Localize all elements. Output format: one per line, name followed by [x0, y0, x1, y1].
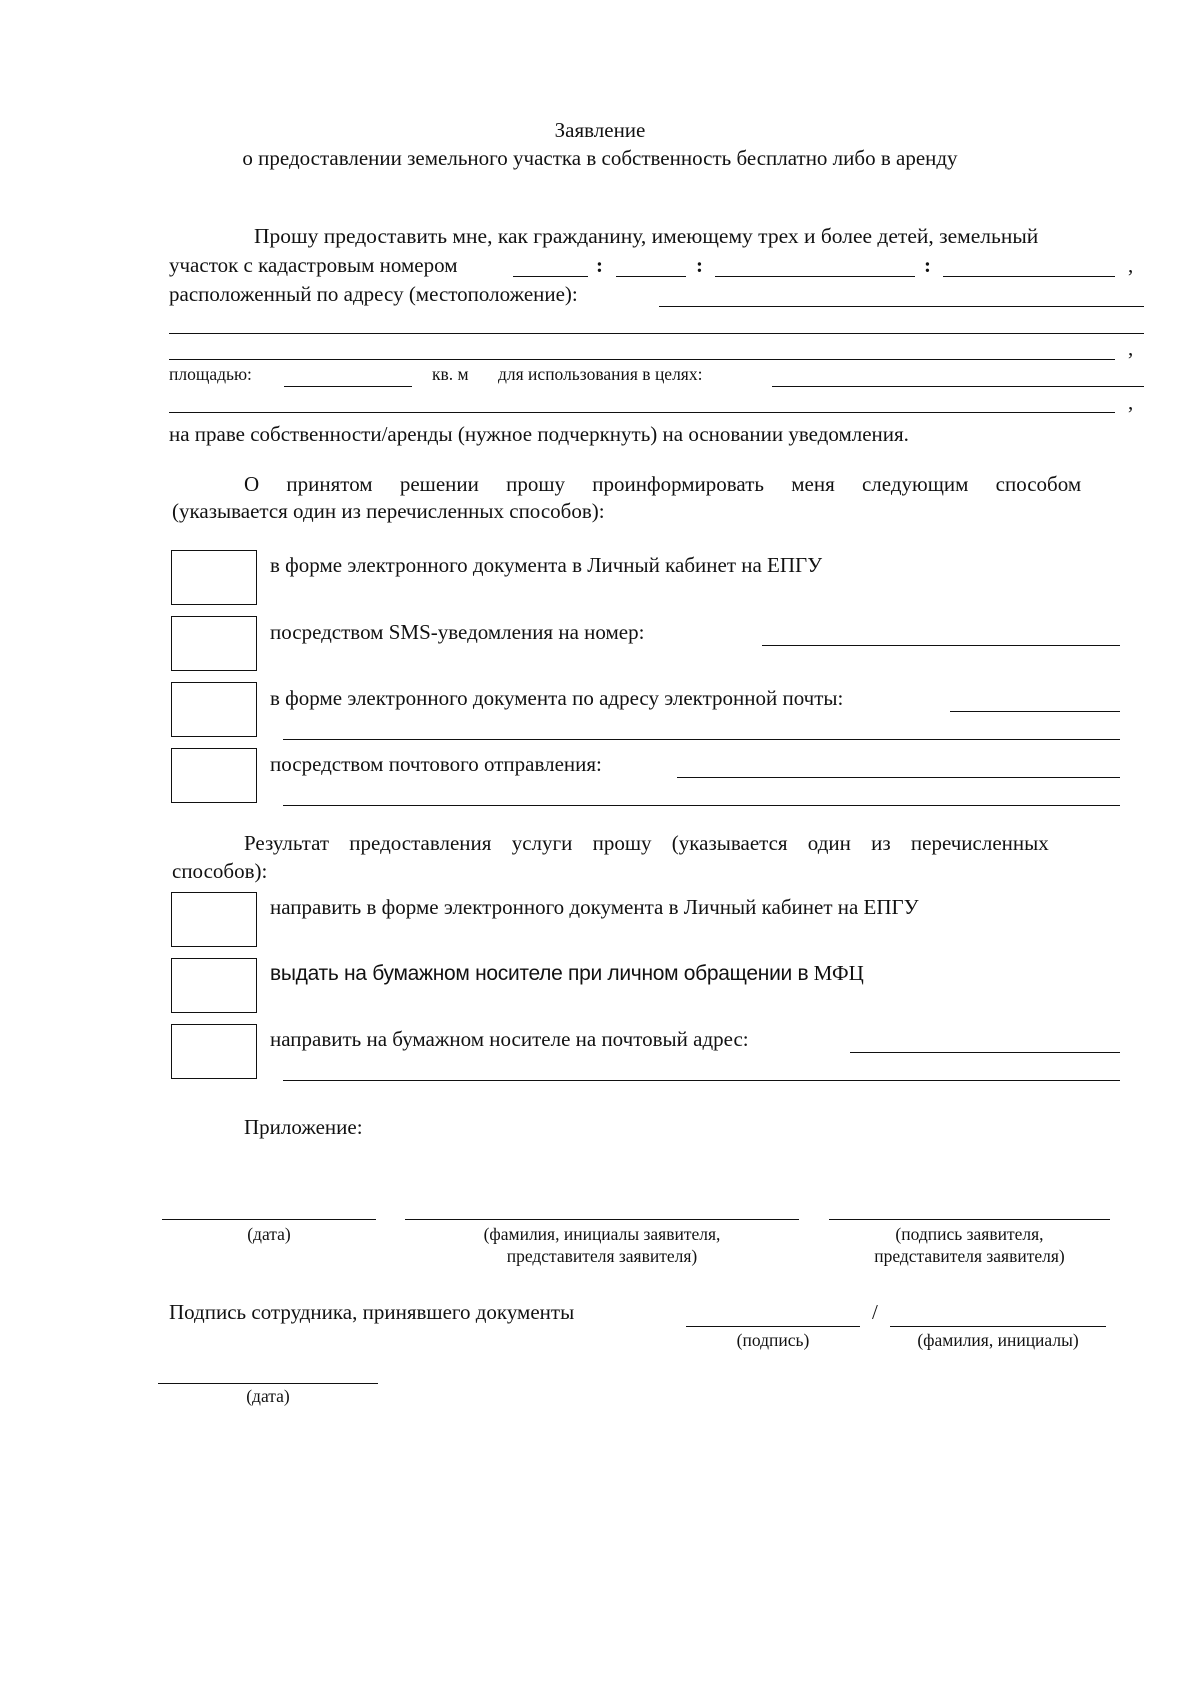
document-subtitle: о предоставлении земельного участка в собственность бесплатно либо в аренду	[242, 146, 958, 170]
employee-date-caption: (дата)	[246, 1386, 290, 1406]
result-checkbox-mfc[interactable]	[171, 958, 257, 1013]
post-field-2[interactable]	[283, 805, 1120, 806]
result-intro-line-1: Результат предоставления услуги прошу (указывается один из перечисленных	[244, 831, 1049, 855]
applicant-signature-caption-1: (подпись заявителя,	[895, 1224, 1044, 1244]
employee-slash: /	[872, 1300, 878, 1324]
notify-option-post: посредством почтового отправления:	[270, 752, 602, 776]
email-field-2[interactable]	[283, 739, 1120, 740]
notify-option-email: в форме электронного документа по адресу электронной почты:	[270, 686, 844, 710]
email-field-1[interactable]	[950, 711, 1120, 712]
employee-name-field[interactable]	[890, 1326, 1106, 1327]
request-line-1: Прошу предоставить мне, как гражданину, имеющему трех и более детей, земельный	[254, 224, 1039, 248]
sms-number-field[interactable]	[762, 645, 1120, 646]
cadastral-field-1[interactable]	[513, 276, 588, 277]
purpose-label: для использования в целях:	[498, 364, 703, 384]
attachment-label: Приложение:	[244, 1115, 363, 1139]
date-field[interactable]	[162, 1219, 376, 1220]
notify-checkbox-sms[interactable]	[171, 616, 257, 671]
result-checkbox-epgu[interactable]	[171, 892, 257, 947]
postal-address-field-2[interactable]	[283, 1080, 1120, 1081]
area-field[interactable]	[284, 386, 412, 387]
result-option-mfc-text: выдать на бумажном носителе при личном обращении в	[270, 962, 809, 985]
address-comma: ,	[1128, 336, 1134, 360]
applicant-signature-field[interactable]	[829, 1219, 1110, 1220]
notify-option-sms: посредством SMS-уведомления на номер:	[270, 620, 645, 644]
cadastral-colon-2: :	[696, 253, 703, 277]
notify-intro-line-2: (указывается один из перечисленных способов):	[172, 499, 605, 523]
area-label: площадью:	[169, 364, 252, 384]
document-title: Заявление	[554, 118, 646, 142]
notify-option-epgu: в форме электронного документа в Личный кабинет на ЕПГУ	[270, 553, 823, 577]
cadastral-colon-3: :	[924, 253, 931, 277]
post-field-1[interactable]	[677, 777, 1120, 778]
cadastral-field-2[interactable]	[616, 276, 686, 277]
address-label: расположенный по адресу (местоположение):	[169, 282, 578, 306]
employee-date-field[interactable]	[158, 1383, 378, 1384]
address-field-1[interactable]	[659, 306, 1144, 307]
purpose-field-1[interactable]	[772, 386, 1144, 387]
applicant-name-field[interactable]	[405, 1219, 799, 1220]
applicant-signature-caption-2: представителя заявителя)	[874, 1246, 1065, 1266]
cadastral-field-3[interactable]	[715, 276, 915, 277]
notify-intro-line-1: О принятом решении прошу проинформировать меня следующим способом	[244, 472, 1082, 496]
address-field-3[interactable]	[169, 359, 1115, 360]
employee-signature-label: Подпись сотрудника, принявшего документы	[169, 1300, 575, 1324]
cadastral-colon-1: :	[596, 253, 603, 277]
employee-signature-caption: (подпись)	[736, 1330, 810, 1350]
result-option-mfc	[270, 961, 864, 986]
purpose-comma: ,	[1128, 390, 1134, 414]
applicant-name-caption-1: (фамилия, инициалы заявителя,	[483, 1224, 721, 1244]
date-caption: (дата)	[247, 1224, 291, 1244]
result-option-epgu: направить в форме электронного документа в Личный кабинет на ЕПГУ	[270, 895, 919, 919]
applicant-name-caption-2: представителя заявителя)	[506, 1246, 698, 1266]
notify-checkbox-post[interactable]	[171, 748, 257, 803]
cadastral-label: участок с кадастровым номером	[169, 253, 458, 277]
result-intro-line-2: способов):	[172, 859, 268, 883]
postal-address-field-1[interactable]	[850, 1052, 1120, 1053]
cadastral-comma: ,	[1128, 253, 1134, 277]
result-option-mfc-suffix: МФЦ	[813, 961, 864, 985]
employee-signature-field[interactable]	[686, 1326, 860, 1327]
purpose-field-2[interactable]	[169, 412, 1115, 413]
result-option-postal: направить на бумажном носителе на почтовый адрес:	[270, 1027, 749, 1051]
address-field-2[interactable]	[169, 333, 1144, 334]
notify-checkbox-email[interactable]	[171, 682, 257, 737]
cadastral-field-4[interactable]	[943, 276, 1115, 277]
right-basis-text: на праве собственности/аренды (нужное подчеркнуть) на основании уведомления.	[169, 422, 909, 446]
area-unit: кв. м	[432, 364, 469, 384]
notify-checkbox-epgu[interactable]	[171, 550, 257, 605]
employee-name-caption: (фамилия, инициалы)	[917, 1330, 1079, 1350]
result-checkbox-postal[interactable]	[171, 1024, 257, 1079]
